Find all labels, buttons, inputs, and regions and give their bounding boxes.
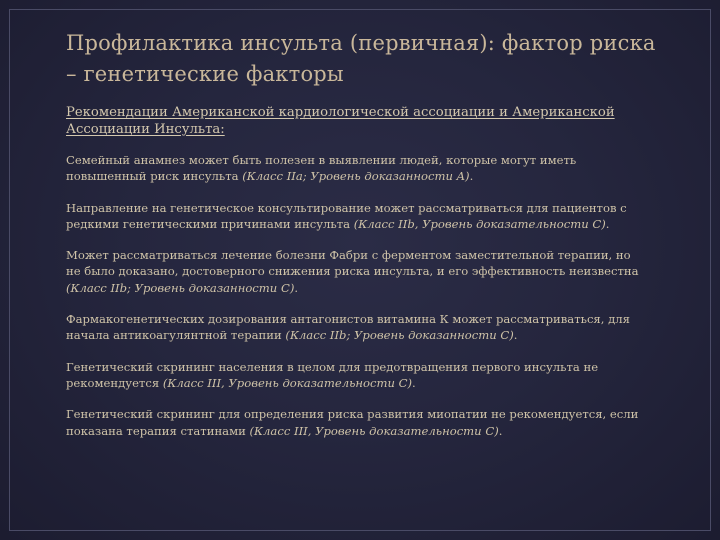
recommendation-citation: (Класс IIb; Уровень доказанности C) bbox=[66, 280, 295, 295]
recommendation-population-screening bbox=[66, 359, 641, 392]
recommendation-end: . bbox=[294, 280, 299, 295]
recommendation-genetic-counseling bbox=[66, 200, 641, 233]
recommendation-myopathy-screening bbox=[66, 406, 641, 439]
recommendation-family-history bbox=[66, 152, 641, 185]
recommendations-heading: Рекомендации Американской кардиологической ассоциации и Американской Ассоциации Инсульта: bbox=[66, 105, 615, 137]
recommendation-text: Фармакогенетических дозирования антагонистов витамина К может рассматриваться, для начала антикоагулянтной терапии bbox=[66, 312, 630, 343]
recommendation-text: Генетический скрининг для определения риска развития миопатии не рекомендуется, если показана терапия статинами bbox=[66, 407, 639, 438]
frame-bottom-line bbox=[9, 530, 711, 531]
recommendation-end: . bbox=[513, 328, 518, 343]
slide-content bbox=[66, 104, 641, 454]
recommendation-text: Может рассматриваться лечение болезни Фабри с ферментом заместительной терапии, но не было доказано, достоверного снижения риска инсульта, и его эффективность неизвестна bbox=[66, 248, 639, 279]
frame-top-line bbox=[9, 9, 711, 10]
recommendation-citation: (Класс IIb, Уровень доказательности C) bbox=[353, 216, 606, 231]
recommendation-fabry-disease bbox=[66, 247, 641, 296]
recommendation-citation: (Класс IIb; Уровень доказанности C) bbox=[285, 328, 514, 343]
recommendation-citation: (Класс IIa; Уровень доказанности A) bbox=[242, 169, 470, 184]
recommendation-end: . bbox=[605, 216, 610, 231]
frame-right-line bbox=[710, 9, 711, 531]
recommendation-end: . bbox=[412, 375, 416, 390]
recommendation-pharmacogenetic-dosing bbox=[66, 311, 641, 344]
recommendation-text: Генетический скрининг населения в целом для предотвращения первого инсульта не рекомендуется bbox=[66, 359, 599, 390]
slide-title: Профилактика инсульта (первичная): фактор риска – генетические факторы bbox=[66, 31, 656, 86]
recommendation-end: . bbox=[469, 169, 474, 184]
recommendation-citation: (Класс III, Уровень доказательности C) bbox=[162, 375, 413, 390]
frame-left-line bbox=[9, 9, 10, 531]
recommendation-end: . bbox=[498, 423, 503, 438]
recommendation-text: Семейный анамнез может быть полезен в выявлении людей, которые могут иметь повышенный риск инсульта bbox=[66, 153, 577, 184]
recommendation-citation: (Класс III, Уровень доказательности C) bbox=[249, 423, 499, 438]
recommendation-text: Направление на генетическое консультирование может рассматриваться для пациентов с редкими генетическими причинами инсульта bbox=[66, 200, 627, 231]
